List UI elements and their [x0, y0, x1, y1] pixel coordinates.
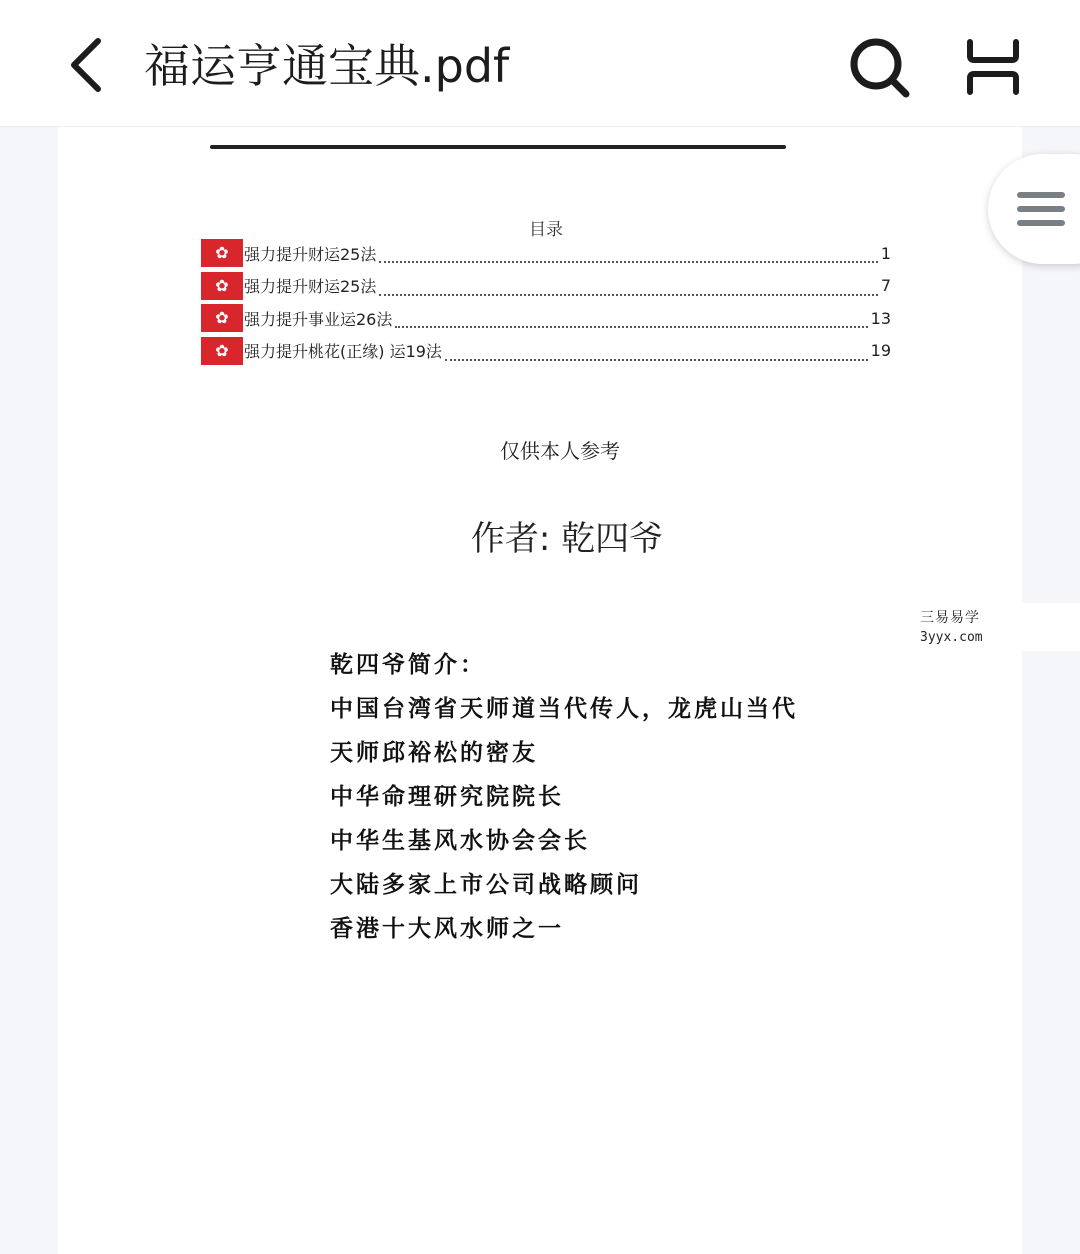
toc-entry-page: 13 [870, 308, 891, 328]
flag-icon: ✿ [201, 239, 243, 267]
author-line: 作者: 乾四爷 [470, 519, 664, 559]
back-button[interactable] [54, 30, 118, 100]
expand-icon [960, 36, 1026, 98]
bio-line: 中华生基风水协会会长 [330, 827, 590, 854]
watermark-url: 3yyx.com [920, 630, 983, 645]
toc-entry-title: 强力提升财运25法 [244, 244, 377, 264]
toc-entry-page: 19 [870, 341, 891, 360]
toc-entry-page: 1 [880, 243, 891, 263]
flag-icon: ✿ [201, 337, 243, 365]
usage-note: 仅供本人参考 [500, 439, 620, 463]
toc-leader-dots [395, 308, 867, 328]
bio-line: 大陆多家上市公司战略顾问 [330, 871, 642, 898]
toc-entry[interactable] [201, 270, 891, 302]
site-watermark [900, 603, 1080, 651]
expand-button[interactable] [960, 36, 1026, 98]
toc-entry[interactable] [201, 335, 891, 367]
toc-entry-page: 7 [880, 276, 891, 295]
app-top-bar [0, 0, 1080, 127]
toc-entry[interactable] [201, 237, 891, 269]
search-icon [846, 34, 912, 100]
search-button[interactable] [846, 34, 912, 100]
toc-leader-dots [379, 276, 877, 296]
pdf-page[interactable] [58, 127, 1022, 1254]
toc-entry-title: 强力提升财运25法 [244, 277, 377, 296]
bio-line: 乾四爷简介： [330, 651, 486, 678]
watermark-name: 三易易学 [920, 610, 980, 626]
flag-icon: ✿ [201, 272, 243, 300]
bio-line: 中华命理研究院院长 [330, 783, 564, 810]
toc-leader-dots [445, 341, 868, 361]
toc-heading: 目录 [529, 220, 563, 240]
author-bio [330, 643, 890, 951]
toc-entry[interactable] [201, 302, 891, 334]
toc-leader-dots [379, 243, 877, 263]
bio-line: 中国台湾省天师道当代传人，龙虎山当代 [330, 695, 798, 722]
bio-line: 香港十大风水师之一 [330, 915, 564, 942]
toc-entry-title: 强力提升桃花(正缘) 运19法 [244, 342, 442, 361]
toc-entry-title: 强力提升事业运26法 [244, 309, 393, 329]
bio-line: 天师邱裕松的密友 [330, 739, 538, 766]
chevron-left-icon [66, 35, 106, 95]
document-title: 福运亨通宝典.pdf [144, 39, 510, 93]
flag-icon: ✿ [201, 304, 243, 332]
page-rule-divider [210, 145, 786, 149]
table-of-contents [201, 237, 891, 367]
